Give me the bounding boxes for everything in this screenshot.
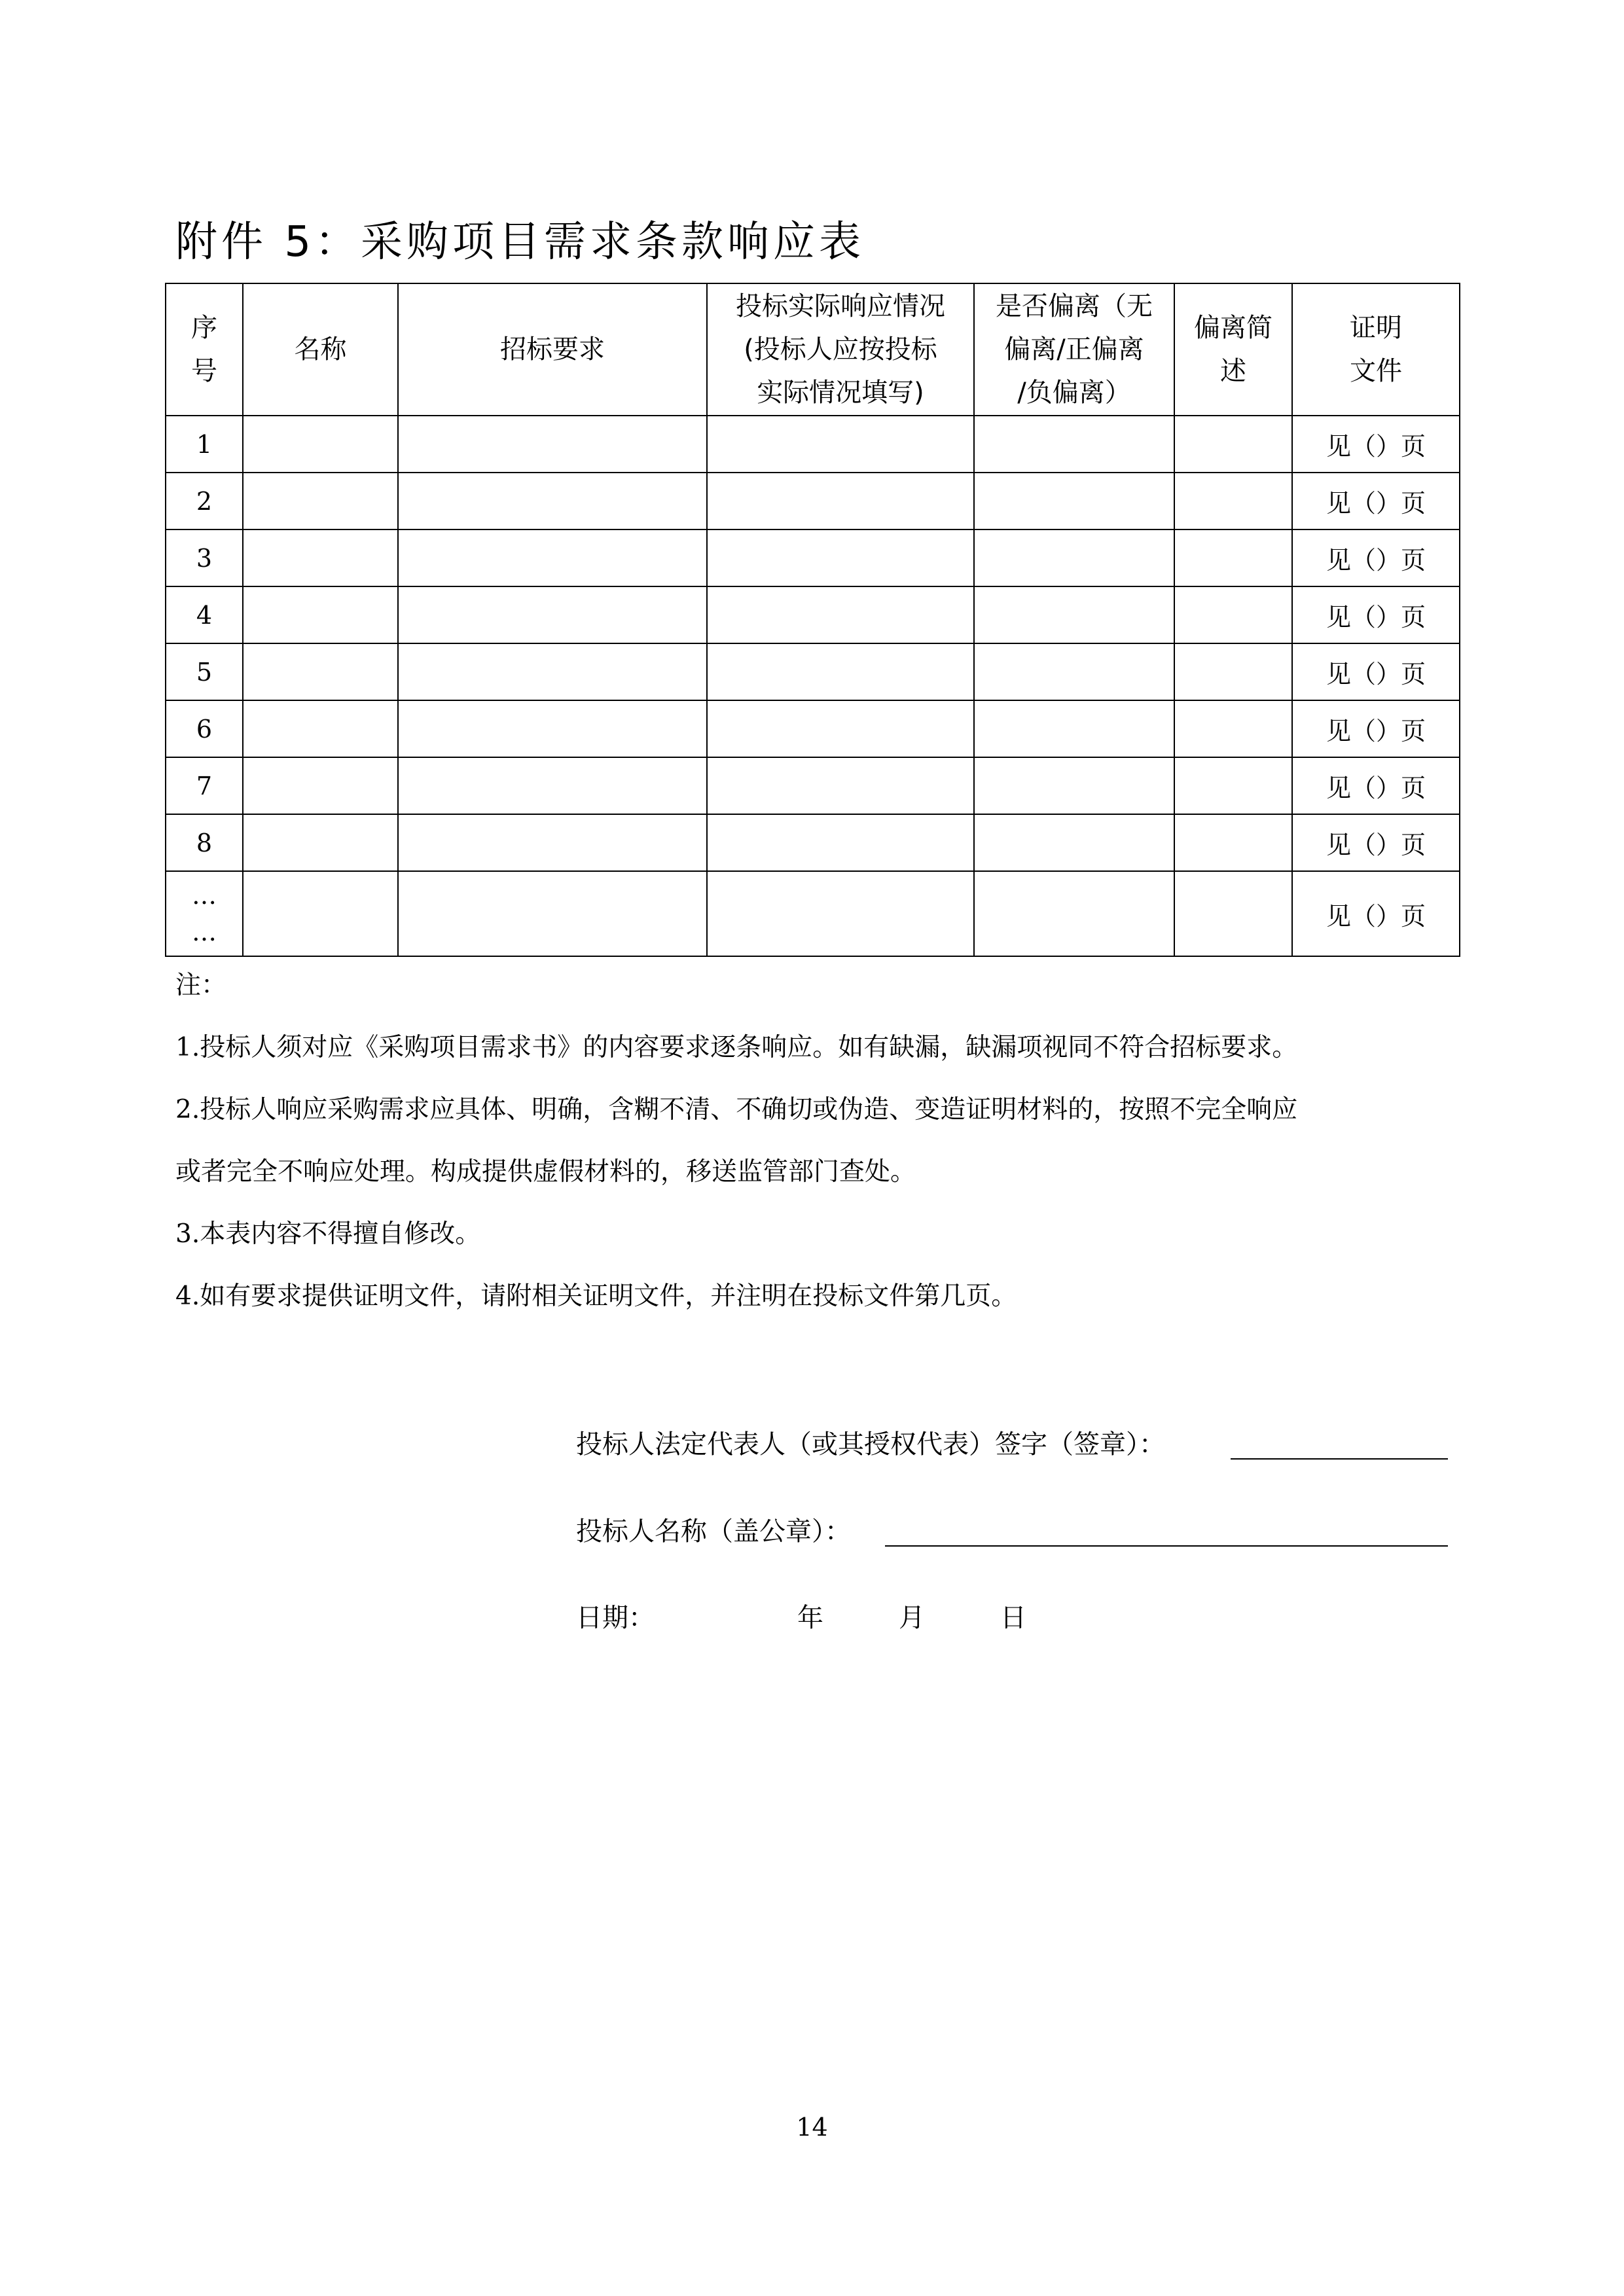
- cell-requirement[interactable]: [398, 473, 707, 529]
- header-deviation-desc: 偏离简 述: [1174, 283, 1292, 416]
- cell-requirement[interactable]: [398, 700, 707, 757]
- cell-deviation-desc[interactable]: [1174, 871, 1292, 956]
- cell-name[interactable]: [243, 586, 398, 643]
- note-item: 1.投标人须对应《采购项目需求书》的内容要求逐条响应。如有缺漏，缺漏项视同不符合招标要求。: [175, 1033, 1298, 1062]
- cell-proof-page[interactable]: 见（）页: [1292, 700, 1460, 757]
- cell-proof-page[interactable]: 见（）页: [1292, 814, 1460, 871]
- header-deviation: 是否偏离（无 偏离/正偏离 /负偏离）: [974, 283, 1174, 416]
- date-month: 月: [899, 1603, 925, 1633]
- cell-deviation[interactable]: [974, 473, 1174, 529]
- response-table: [165, 283, 1460, 957]
- page-number: 14: [796, 2113, 828, 2142]
- row-number-ellipsis: [166, 871, 243, 956]
- representative-signature-field[interactable]: [1231, 1458, 1448, 1460]
- cell-deviation-desc[interactable]: [1174, 473, 1292, 529]
- cell-deviation-desc[interactable]: [1174, 700, 1292, 757]
- cell-requirement[interactable]: [398, 529, 707, 586]
- bidder-name-label: 投标人名称（盖公章）：: [576, 1516, 851, 1547]
- row-number: 4: [166, 586, 243, 643]
- date-day: 日: [1000, 1603, 1026, 1633]
- cell-deviation-desc[interactable]: [1174, 814, 1292, 871]
- table-row: [166, 814, 1460, 871]
- row-number: 3: [166, 529, 243, 586]
- header-proof-doc: 证明 文件: [1292, 283, 1460, 416]
- cell-requirement[interactable]: [398, 416, 707, 473]
- row-number: 2: [166, 473, 243, 529]
- notes-heading: 注：: [175, 971, 227, 1000]
- cell-actual-response[interactable]: [707, 643, 974, 700]
- cell-deviation[interactable]: [974, 586, 1174, 643]
- cell-proof-page[interactable]: 见（）页: [1292, 643, 1460, 700]
- note-item: 3.本表内容不得擅自修改。: [175, 1219, 481, 1249]
- cell-requirement[interactable]: [398, 814, 707, 871]
- cell-deviation[interactable]: [974, 529, 1174, 586]
- cell-deviation[interactable]: [974, 643, 1174, 700]
- cell-deviation[interactable]: [974, 416, 1174, 473]
- cell-deviation[interactable]: [974, 871, 1174, 956]
- table-row: [166, 529, 1460, 586]
- note-item: 或者完全不响应处理。构成提供虚假材料的，移送监管部门查处。: [175, 1157, 916, 1187]
- header-actual-response: 投标实际响应情况 (投标人应按投标 实际情况填写): [707, 283, 974, 416]
- cell-name[interactable]: [243, 871, 398, 956]
- cell-actual-response[interactable]: [707, 871, 974, 956]
- table-row: [166, 473, 1460, 529]
- cell-name[interactable]: [243, 700, 398, 757]
- table-row: [166, 643, 1460, 700]
- bidder-name-field[interactable]: [885, 1545, 1448, 1547]
- representative-signature-label: 投标人法定代表人（或其授权代表）签字（签章）：: [576, 1429, 1165, 1460]
- row-number: 8: [166, 814, 243, 871]
- cell-deviation-desc[interactable]: [1174, 757, 1292, 814]
- cell-deviation-desc[interactable]: [1174, 586, 1292, 643]
- cell-requirement[interactable]: [398, 871, 707, 956]
- table-header-row: [166, 283, 1460, 416]
- cell-deviation[interactable]: [974, 700, 1174, 757]
- ellipsis-line: …: [192, 881, 217, 910]
- cell-deviation-desc[interactable]: [1174, 529, 1292, 586]
- cell-deviation[interactable]: [974, 814, 1174, 871]
- cell-proof-page[interactable]: 见（）页: [1292, 871, 1460, 956]
- cell-deviation[interactable]: [974, 757, 1174, 814]
- row-number: 7: [166, 757, 243, 814]
- cell-name[interactable]: [243, 814, 398, 871]
- table-row: [166, 586, 1460, 643]
- cell-actual-response[interactable]: [707, 529, 974, 586]
- cell-requirement[interactable]: [398, 586, 707, 643]
- cell-proof-page[interactable]: 见（）页: [1292, 416, 1460, 473]
- note-item: 2.投标人响应采购需求应具体、明确，含糊不清、不确切或伪造、变造证明材料的，按照不完全响应: [175, 1095, 1298, 1124]
- row-number: 6: [166, 700, 243, 757]
- cell-actual-response[interactable]: [707, 586, 974, 643]
- row-number: 5: [166, 643, 243, 700]
- cell-proof-page[interactable]: 见（）页: [1292, 757, 1460, 814]
- cell-actual-response[interactable]: [707, 416, 974, 473]
- cell-actual-response[interactable]: [707, 757, 974, 814]
- table-row: [166, 416, 1460, 473]
- cell-name[interactable]: [243, 473, 398, 529]
- header-requirement: 招标要求: [398, 283, 707, 416]
- table-row: [166, 757, 1460, 814]
- cell-proof-page[interactable]: 见（）页: [1292, 473, 1460, 529]
- header-name: 名称: [243, 283, 398, 416]
- cell-requirement[interactable]: [398, 757, 707, 814]
- note-item: 4.如有要求提供证明文件，请附相关证明文件，并注明在投标文件第几页。: [175, 1282, 1017, 1311]
- cell-name[interactable]: [243, 529, 398, 586]
- cell-requirement[interactable]: [398, 643, 707, 700]
- cell-actual-response[interactable]: [707, 473, 974, 529]
- table-row: [166, 700, 1460, 757]
- cell-actual-response[interactable]: [707, 814, 974, 871]
- cell-deviation-desc[interactable]: [1174, 643, 1292, 700]
- cell-proof-page[interactable]: 见（）页: [1292, 529, 1460, 586]
- cell-deviation-desc[interactable]: [1174, 416, 1292, 473]
- row-number: 1: [166, 416, 243, 473]
- cell-name[interactable]: [243, 757, 398, 814]
- ellipsis-line: …: [192, 918, 217, 946]
- cell-name[interactable]: [243, 643, 398, 700]
- cell-actual-response[interactable]: [707, 700, 974, 757]
- notes-section: [175, 954, 1485, 1327]
- cell-proof-page[interactable]: 见（）页: [1292, 586, 1460, 643]
- date-label: 日期：: [576, 1603, 655, 1633]
- page-title: 附件 5：采购项目需求条款响应表: [175, 218, 865, 266]
- cell-name[interactable]: [243, 416, 398, 473]
- date-year: 年: [797, 1603, 823, 1633]
- table-row-ellipsis: [166, 871, 1460, 956]
- header-seq: 序 号: [166, 283, 243, 416]
